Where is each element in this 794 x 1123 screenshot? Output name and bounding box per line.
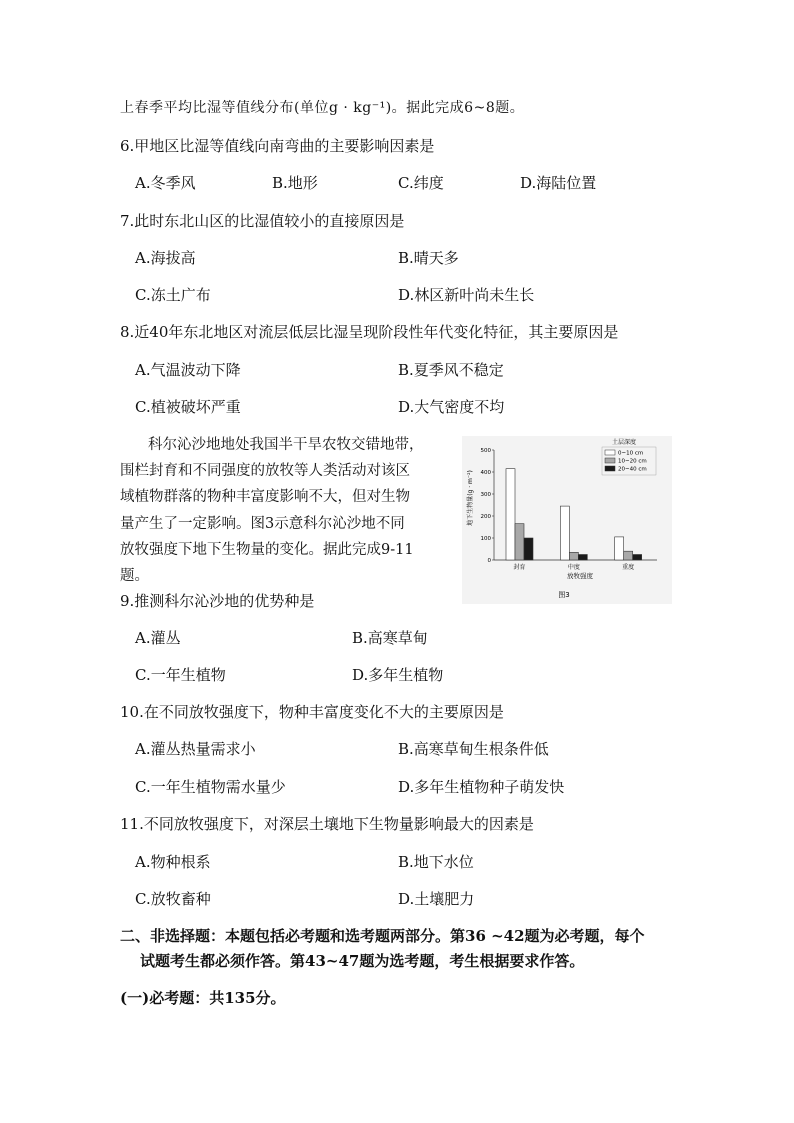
q11-option-c: C.放牧畜种: [135, 890, 211, 908]
q11-option-d: D.土壤肥力: [398, 890, 475, 908]
section-2-heading: 二、非选择题：本题包括必考题和选考题两部分。第36 ~42题为必考题，每个: [120, 927, 645, 945]
legend-swatch: [605, 458, 615, 463]
passage-line: 围栏封育和不同强度的放牧等人类活动对该区: [120, 463, 410, 480]
q9-option-a: A.灌丛: [135, 629, 181, 647]
x-tick-label: 中度: [567, 564, 580, 571]
bar-封育-20~40 cm: [524, 538, 533, 560]
passage-line: 量产生了一定影响。图3示意科尔沁沙地不同: [120, 515, 405, 532]
y-tick-label: 200: [480, 514, 491, 520]
q6-option-a: A.冬季风: [135, 174, 196, 192]
q7-option-d: D.林区新叶尚未生长: [398, 286, 535, 304]
passage-line: 放牧强度下地下生物量的变化。据此完成9-11: [120, 541, 414, 558]
bar-中度-10~20 cm: [569, 552, 578, 560]
bar-重度-0~10 cm: [615, 537, 624, 560]
passage-line: 科尔沁沙地地处我国半干旱农牧交错地带，: [148, 437, 424, 453]
section-2-heading-cont: 试题考生都必须作答。第43~47题为选考题，考生根据要求作答。: [140, 952, 585, 970]
y-tick-label: 300: [480, 492, 491, 498]
q10-option-d: D.多年生植物种子萌发快: [398, 778, 565, 796]
q11-option-a: A.物种根系: [135, 853, 211, 871]
y-tick-label: 400: [480, 470, 491, 476]
passage: [120, 432, 460, 589]
q9-option-c: C.一年生植物: [135, 666, 226, 684]
bar-中度-0~10 cm: [560, 506, 569, 560]
y-tick-label: 0: [487, 558, 491, 564]
legend-swatch: [605, 466, 615, 471]
q7-option-c: C.冻土广布: [135, 286, 211, 304]
q7-option-b: B.晴天多: [398, 249, 459, 267]
q10-option-b: B.高寒草甸生根条件低: [398, 740, 549, 758]
legend-entry: 10~20 cm: [618, 458, 647, 465]
q6-option-b: B.地形: [272, 174, 318, 192]
question-6: 6.甲地区比湿等值线向南弯曲的主要影响因素是: [120, 137, 435, 155]
figure-3: [462, 436, 672, 604]
legend-entry: 0~10 cm: [618, 450, 644, 457]
bar-重度-20~40 cm: [633, 555, 642, 561]
passage-line: 题。: [120, 568, 149, 585]
section-required-heading: (一)必考题：共135分。: [120, 989, 286, 1007]
question-7: 7.此时东北山区的比湿值较小的直接原因是: [120, 212, 405, 230]
bar-封育-0~10 cm: [506, 469, 515, 560]
q8-option-a: A.气温波动下降: [135, 361, 241, 379]
q8-option-b: B.夏季风不稳定: [398, 361, 504, 379]
q9-option-b: B.高寒草甸: [352, 629, 428, 647]
x-axis-label: 放牧强度: [567, 572, 593, 580]
q10-option-a: A.灌丛热量需求小: [135, 740, 256, 758]
bar-中度-20~40 cm: [578, 555, 587, 561]
legend-title: 土层深度: [612, 439, 637, 446]
question-8: 8.近40年东北地区对流层低层比湿呈现阶段性年代变化特征，其主要原因是: [120, 323, 619, 341]
legend-entry: 20~40 cm: [618, 466, 647, 473]
figure-caption: 图3: [558, 591, 570, 599]
bar-重度-10~20 cm: [624, 551, 633, 560]
q8-option-d: D.大气密度不均: [398, 398, 505, 416]
bar-封育-10~20 cm: [515, 524, 524, 560]
y-tick-label: 500: [480, 448, 491, 454]
question-11: 11.不同放牧强度下，对深层土壤地下生物量影响最大的因素是: [120, 815, 534, 833]
q7-option-a: A.海拔高: [135, 249, 196, 267]
q10-option-c: C.一年生植物需水量少: [135, 778, 286, 796]
q11-option-b: B.地下水位: [398, 853, 474, 871]
question-10: 10.在不同放牧强度下，物种丰富度变化不大的主要原因是: [120, 703, 504, 721]
q6-option-d: D.海陆位置: [520, 174, 597, 192]
legend-swatch: [605, 450, 615, 455]
y-tick-label: 100: [480, 536, 491, 542]
question-9: 9.推测科尔沁沙地的优势种是: [120, 592, 315, 610]
x-tick-label: 封育: [513, 564, 526, 571]
q8-option-c: C.植被破坏严重: [135, 398, 241, 416]
x-tick-label: 重度: [622, 564, 635, 571]
q9-option-d: D.多年生植物: [352, 666, 444, 684]
passage-line: 域植物群落的物种丰富度影响不大，但对生物: [120, 489, 410, 506]
biomass-bar-chart: [462, 436, 672, 604]
q6-option-c: C.纬度: [398, 174, 444, 192]
intro-line: 上春季平均比湿等值线分布(单位g · kg⁻¹)。据此完成6~8题。: [120, 100, 525, 116]
y-axis-label: 地下生物量(g · m⁻²): [467, 470, 474, 526]
